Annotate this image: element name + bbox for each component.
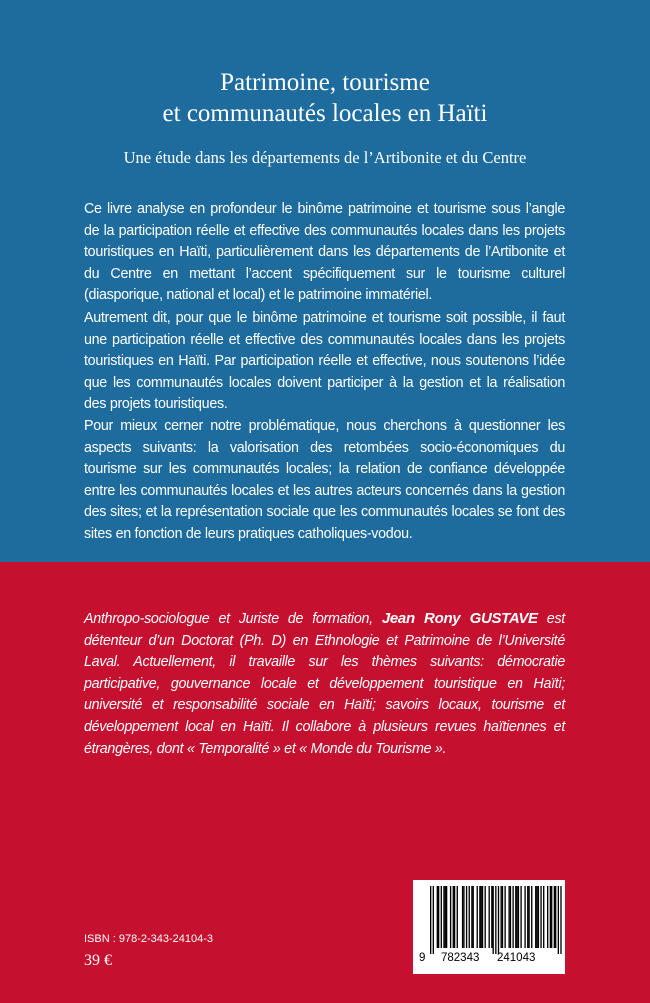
summary-paragraph: Autrement dit, pour que le binôme patrimoine et tourisme soit possible, il faut une participation réelle et effective des communautés locales dans les projets touristiques en Haïti. Par participation réelle et effective, nous soutenons l’idée que les communautés locales doivent participer à la gestion et la réalisation des projets touristiques. <box>84 310 565 413</box>
author-bio <box>84 608 565 760</box>
barcode-bar <box>443 886 444 948</box>
barcode-bar <box>454 886 455 948</box>
book-subtitle: Une étude dans les départements de l’Artibonite et du Centre <box>123 148 527 167</box>
barcode-bar <box>520 886 521 948</box>
barcode-bar <box>538 886 539 948</box>
barcode-bar <box>471 886 472 948</box>
barcode-bar <box>515 886 516 948</box>
barcode-bar <box>477 886 478 948</box>
barcode-bar <box>560 886 561 954</box>
barcode-bar <box>469 886 470 948</box>
barcode-bar <box>479 886 480 948</box>
barcode-bar <box>482 886 483 948</box>
barcode-bar <box>547 886 548 948</box>
barcode-bar <box>531 886 532 948</box>
barcode-bar <box>430 886 431 954</box>
barcode-bar <box>498 886 499 954</box>
barcode-bar <box>558 886 559 954</box>
summary-paragraph: Pour mieux cerner notre problématique, nous cherchons à questionner les aspects suivants: la valorisation des retombées socio-économiques du tourisme sur les communautés locales; la relation de confiance développée entre les communautés locales et les autres acteurs concernés dans la gestion des sites; et la représentation sociale que les communautés locales se font des sites en fonction de leurs pratiques catholiques-vodou. <box>84 418 565 542</box>
book-title-line-2: et communautés locales en Haïti <box>162 100 488 127</box>
barcode-bar <box>502 886 503 948</box>
barcode-bar <box>481 886 482 948</box>
barcode-bar <box>493 886 494 954</box>
barcode-bar <box>457 886 458 948</box>
summary-paragraph: Ce livre analyse en profondeur le binôme patrimoine et tourisme sous l’angle de la participation réelle et effective des communautés locales dans les projets touristiques en Haïti, particulièrement dans les départements de l’Artibonite et du Centre en mettant l’accent spécifiquement sur le tourisme culturel (diasporique, national et local) et le patrimoine immatériel. <box>84 201 565 304</box>
price-text: 39 € <box>84 952 112 969</box>
barcode-bar <box>446 886 447 948</box>
barcode-bar <box>433 886 434 954</box>
barcode-bar <box>441 886 442 948</box>
barcode-bar <box>495 886 496 954</box>
barcode-bar <box>453 886 454 948</box>
barcode-bar <box>437 886 438 948</box>
barcode-bar <box>462 886 463 948</box>
barcode-bar <box>485 886 486 948</box>
barcode-digits-right: 241043 <box>497 952 536 964</box>
barcode-digits-left: 782343 <box>441 952 480 964</box>
barcode-bar <box>500 886 501 948</box>
author-bio-intro: Anthropo-sociologue et Juriste de formation, <box>84 611 382 627</box>
barcode-bar <box>518 886 519 948</box>
barcode-bar <box>554 886 555 948</box>
author-name: Jean Rony GUSTAVE <box>381 610 538 627</box>
barcode-digit-first: 9 <box>419 952 426 964</box>
barcode-bar <box>438 886 439 948</box>
barcode <box>413 880 565 974</box>
barcode-bar <box>489 886 490 948</box>
barcode-bar <box>450 886 451 948</box>
barcode-bar <box>508 886 509 948</box>
barcode-bar <box>550 886 551 948</box>
barcode-bar <box>491 886 492 948</box>
barcode-bar <box>527 886 528 948</box>
barcode-bar <box>466 886 467 948</box>
barcode-bar <box>528 886 529 948</box>
barcode-bar <box>473 886 474 948</box>
barcode-bar <box>540 886 541 948</box>
barcode-bar <box>516 886 517 948</box>
barcode-bar <box>504 886 505 948</box>
barcode-bar <box>463 886 464 948</box>
barcode-bar <box>555 886 556 948</box>
barcode-bar <box>543 886 544 948</box>
barcode-bar <box>535 886 536 948</box>
barcode-bars <box>413 880 565 974</box>
barcode-bar <box>536 886 537 948</box>
barcode-bar <box>524 886 525 948</box>
barcode-bar <box>510 886 511 948</box>
author-bio-text: est détenteur d’un Doctorat (Ph. D) en Ethnologie et Patrimoine de l’Université Laval. Actuellement, il travaille sur les thèmes suivants: démocratie participative, gouvernance locale et développement touristique en Haïti; université et responsabilité sociale en Haïti; savoirs locaux, tourisme et développement local en Haïti. Il collabore à plusieurs revues haïtiennes et étrangères, dont « Temporalité » et « Monde du Tourisme ». <box>84 611 565 757</box>
barcode-bar <box>512 886 513 948</box>
barcode-bar <box>445 886 446 948</box>
barcode-bar <box>551 886 552 948</box>
book-title-line-1: Patrimoine, tourisme <box>220 69 430 96</box>
isbn-text: ISBN : 978-2-343-24104-3 <box>84 933 214 945</box>
